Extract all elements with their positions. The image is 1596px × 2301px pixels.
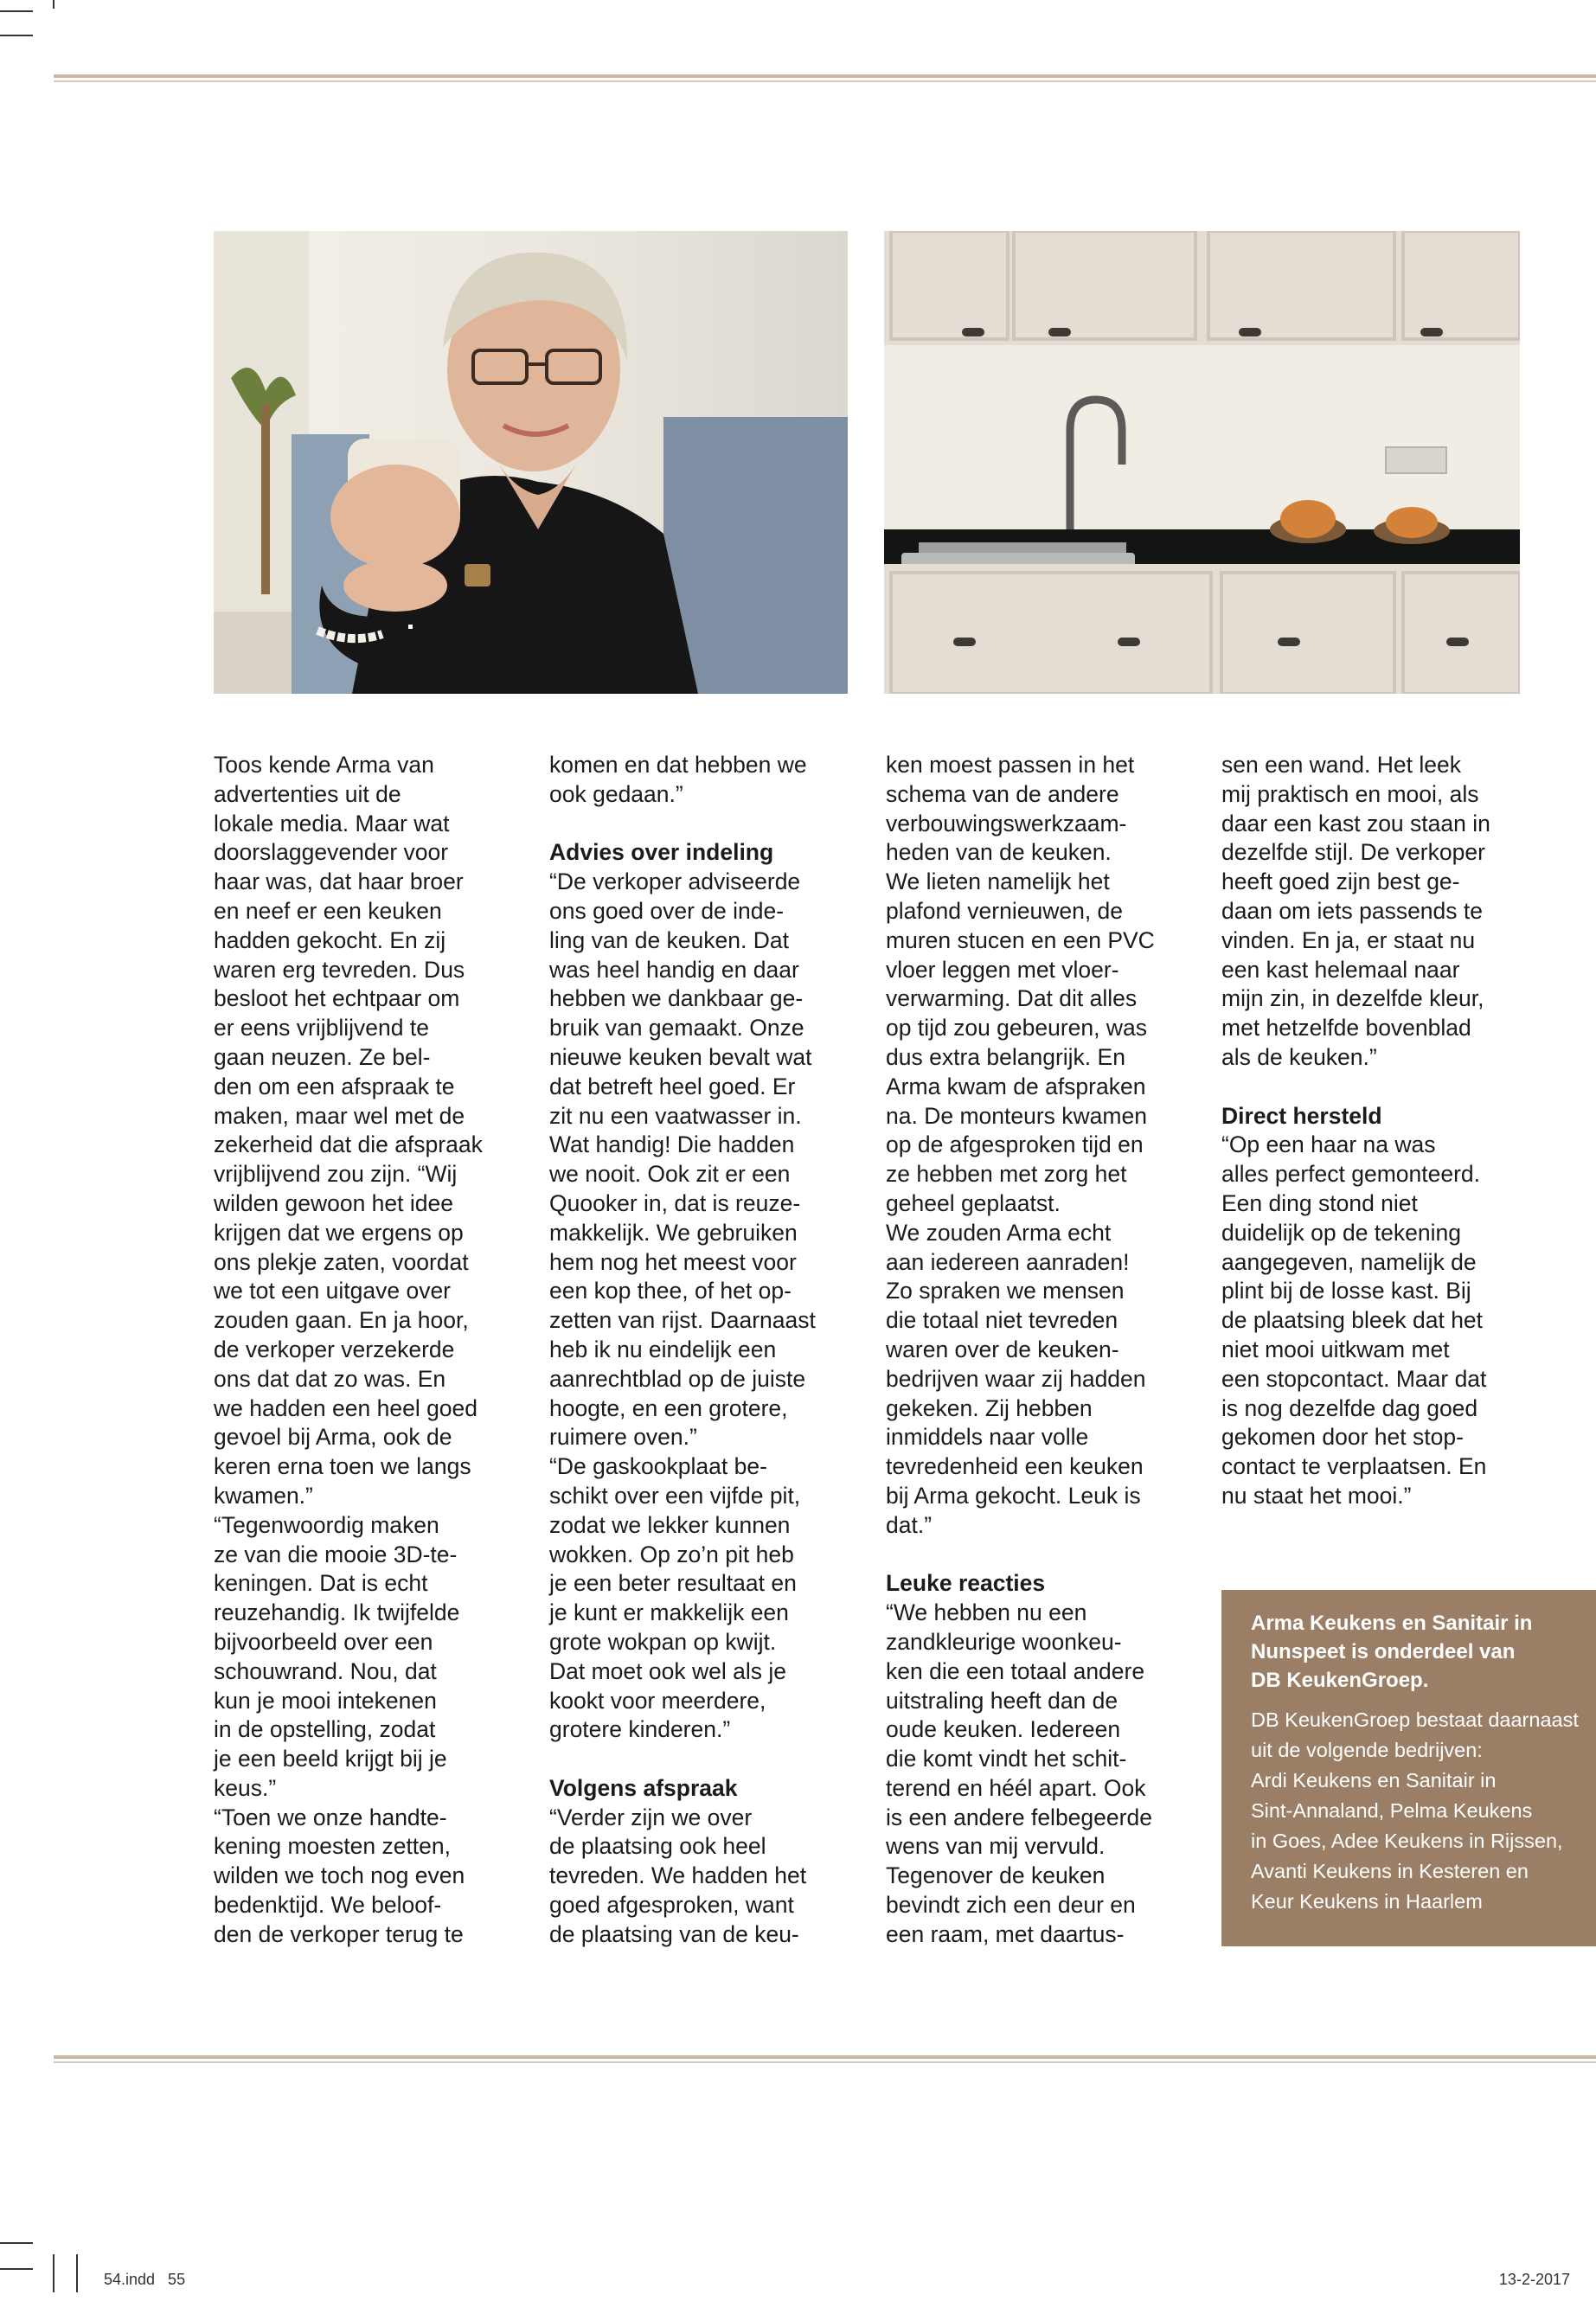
paragraph-gap <box>549 1745 869 1774</box>
text-line: waren over de keuken- <box>886 1336 1119 1362</box>
text-line: gevoel bij Arma, ook de <box>214 1424 452 1451</box>
text-line: zit nu een vaatwasser in. <box>549 1102 802 1129</box>
sidebar-heading <box>1251 1609 1596 1695</box>
text-line: grotere kinderen.” <box>549 1716 731 1743</box>
text-line: “We hebben nu een <box>886 1599 1087 1626</box>
text-line: hoogte, en een grotere, <box>549 1394 788 1421</box>
text-line: doorslaggevender voor <box>214 839 449 866</box>
text-line: mij praktisch en mooi, als <box>1221 780 1479 807</box>
sidebar-heading-line: Nunspeet is onderdeel van <box>1251 1640 1516 1663</box>
text-line: tevredenheid een keuken <box>886 1453 1144 1480</box>
text-line: en neef er een keuken <box>214 897 442 924</box>
text-line: “De verkoper adviseerde <box>549 868 801 895</box>
text-line: hem nog het meest voor <box>549 1248 797 1275</box>
text-line: ook gedaan.” <box>549 780 683 807</box>
text-line: den om een afspraak te <box>214 1073 455 1099</box>
text-line: verbouwingswerkzaam- <box>886 810 1127 836</box>
text-line: bevindt zich een deur en <box>886 1892 1136 1919</box>
sidebar-body-line: Ardi Keukens en Sanitair in <box>1251 1769 1497 1791</box>
article-paragraph <box>1221 751 1542 1073</box>
text-line: bij Arma gekocht. Leuk is <box>886 1482 1141 1509</box>
sidebar-body <box>1251 1705 1596 1917</box>
text-line: makkelijk. We gebruiken <box>549 1219 798 1246</box>
article-paragraph <box>549 868 869 1745</box>
text-line: ze van die mooie 3D-te- <box>214 1541 458 1567</box>
sidebar-heading-line: Arma Keukens en Sanitair in <box>1251 1612 1533 1635</box>
portrait-illustration <box>214 231 848 694</box>
text-line: dus extra belangrijk. En <box>886 1043 1125 1070</box>
text-line: Arma kwam de afspraken <box>886 1073 1146 1099</box>
text-line: bruik van gemaakt. Onze <box>549 1015 804 1042</box>
text-line: aanrechtblad op de juiste <box>549 1365 806 1392</box>
text-line: aan iedereen aanraden! <box>886 1248 1130 1275</box>
bottom-rule <box>54 2055 1596 2059</box>
section-heading: Leuke reacties <box>886 1570 1046 1597</box>
text-line: heeft goed zijn best ge- <box>1221 868 1460 895</box>
article-column-1 <box>214 751 534 1950</box>
sidebar-body-line: DB KeukenGroep bestaat daarnaast <box>1251 1708 1579 1731</box>
text-line: “Tegenwoordig maken <box>214 1511 439 1538</box>
article-paragraph <box>886 1599 1206 1950</box>
text-line: We zouden Arma echt <box>886 1219 1112 1246</box>
text-line: Een ding stond niet <box>1221 1189 1418 1216</box>
text-line: geheel geplaatst. <box>886 1189 1061 1216</box>
article-column-4 <box>1221 751 1542 1511</box>
text-line: keningen. Dat is echt <box>214 1570 428 1597</box>
text-line: je een beeld krijgt bij je <box>214 1746 447 1772</box>
text-line: vrijblijvend zou zijn. “Wij <box>214 1161 458 1188</box>
text-line: je een beter resultaat en <box>549 1570 797 1597</box>
text-line: wilden gewoon het idee <box>214 1189 453 1216</box>
text-line: kun je mooi intekenen <box>214 1687 437 1714</box>
text-line: wokken. Op zo’n pit heb <box>549 1541 794 1567</box>
portrait-photo <box>214 231 848 694</box>
text-line: ons plekje zaten, voordat <box>214 1248 469 1275</box>
text-line: reuzehandig. Ik twijfelde <box>214 1599 460 1626</box>
text-line: Tegenover de keuken <box>886 1862 1106 1889</box>
text-line: den de verkoper terug te <box>214 1920 464 1947</box>
text-line: dat betreft heel goed. Er <box>549 1073 796 1099</box>
text-line: kening moesten zetten, <box>214 1833 452 1860</box>
text-line: is een andere felbegeerde <box>886 1804 1152 1830</box>
text-line: een kast helemaal naar <box>1221 956 1460 983</box>
text-line: we nooit. Ook zit er een <box>549 1161 791 1188</box>
text-line: “Verder zijn we over <box>549 1804 753 1830</box>
text-line: dat.” <box>886 1511 933 1538</box>
crop-mark-bottom-v2 <box>76 2254 78 2292</box>
text-line: tevreden. We hadden het <box>549 1862 807 1889</box>
text-line: Dat moet ook wel als je <box>549 1657 786 1684</box>
paragraph-gap <box>549 810 869 839</box>
text-line: waren erg tevreden. Dus <box>214 956 465 983</box>
crop-mark-bottom-h1 <box>0 2242 33 2244</box>
text-line: op tijd zou gebeuren, was <box>886 1015 1148 1042</box>
sidebar-body-line: Sint-Annaland, Pelma Keukens <box>1251 1799 1533 1822</box>
crop-mark-top-h2 <box>0 35 33 36</box>
text-line: gaan neuzen. Ze bel- <box>214 1043 431 1070</box>
text-line: We lieten namelijk het <box>886 868 1110 895</box>
text-line: in de opstelling, zodat <box>214 1716 436 1743</box>
text-line: verwarming. Dat dit alles <box>886 985 1138 1012</box>
footer-file-label: 54.indd 55 <box>104 2271 186 2288</box>
text-line: was heel handig en daar <box>549 956 799 983</box>
top-rule <box>54 74 1596 78</box>
text-line: inmiddels naar volle <box>886 1424 1089 1451</box>
text-line: de plaatsing van de keu- <box>549 1920 799 1947</box>
text-line: lokale media. Maar wat <box>214 810 450 836</box>
text-line: we tot een uitgave over <box>214 1278 452 1304</box>
text-line: zandkleurige woonkeu- <box>886 1628 1122 1655</box>
text-line: vinden. En ja, er staat nu <box>1221 926 1476 953</box>
footer-date: 13-2-2017 <box>1498 2271 1570 2288</box>
text-line: wilden we toch nog even <box>214 1862 465 1889</box>
text-line: keren erna toen we langs <box>214 1453 471 1480</box>
sidebar-body-line: Keur Keukens in Haarlem <box>1251 1890 1483 1913</box>
text-line: kookt voor meerdere, <box>549 1687 766 1714</box>
text-line: de plaatsing bleek dat het <box>1221 1307 1484 1334</box>
text-line: je kunt er makkelijk een <box>549 1599 789 1626</box>
crop-mark-top-h1 <box>0 10 33 12</box>
text-line: uitstraling heeft dan de <box>886 1687 1118 1714</box>
text-line: terend en héél apart. Ook <box>886 1774 1146 1801</box>
article-paragraph <box>214 751 534 1950</box>
article-column-2 <box>549 751 869 1950</box>
text-line: zouden gaan. En ja hoor, <box>214 1307 469 1334</box>
text-line: duidelijk op de tekening <box>1221 1219 1461 1246</box>
section-heading: Advies over indeling <box>549 839 774 866</box>
text-line: heb ik nu eindelijk een <box>549 1336 777 1362</box>
text-line: gekeken. Zij hebben <box>886 1394 1093 1421</box>
text-line: als de keuken.” <box>1221 1043 1377 1070</box>
text-line: “Op een haar na was <box>1221 1131 1436 1158</box>
text-line: bedrijven waar zij hadden <box>886 1365 1146 1392</box>
text-line: ons goed over de inde- <box>549 897 785 924</box>
kitchen-photo <box>884 231 1520 694</box>
text-line: nu staat het mooi.” <box>1221 1482 1412 1509</box>
text-line: er eens vrijblijvend te <box>214 1015 429 1042</box>
text-line: kwamen.” <box>214 1482 313 1509</box>
sidebar-heading-line: DB KeukenGroep. <box>1251 1669 1429 1692</box>
text-line: Wat handig! Die hadden <box>549 1131 795 1158</box>
text-line: plint bij de losse kast. Bij <box>1221 1278 1471 1304</box>
text-line: advertenties uit de <box>214 780 401 807</box>
text-line: schema van de andere <box>886 780 1119 807</box>
crop-mark-bottom-v1 <box>53 2254 54 2292</box>
text-line: een stopcontact. Maar dat <box>1221 1365 1487 1392</box>
text-line: keus.” <box>214 1774 277 1801</box>
text-line: Quooker in, dat is reuze- <box>549 1189 801 1216</box>
text-line: ken moest passen in het <box>886 752 1135 778</box>
text-line: muren stucen en een PVC <box>886 926 1155 953</box>
text-line: ruimere oven.” <box>549 1424 697 1451</box>
text-line: een raam, met daartus- <box>886 1920 1125 1947</box>
text-line: vloer leggen met vloer- <box>886 956 1119 983</box>
text-line: ons dat dat zo was. En <box>214 1365 446 1392</box>
text-line: maken, maar wel met de <box>214 1102 465 1129</box>
text-line: goed afgesproken, want <box>549 1892 794 1919</box>
text-line: bijvoorbeeld over een <box>214 1628 433 1655</box>
text-line: aangegeven, namelijk de <box>1221 1248 1477 1275</box>
text-line: sen een wand. Het leek <box>1221 752 1461 778</box>
text-line: niet mooi uitkwam met <box>1221 1336 1450 1362</box>
text-line: een kop thee, of het op- <box>549 1278 792 1304</box>
text-line: wens van mij vervuld. <box>886 1833 1106 1860</box>
text-line: gekomen door het stop- <box>1221 1424 1464 1451</box>
text-line: bedenktijd. We beloof- <box>214 1892 442 1919</box>
text-line: plafond vernieuwen, de <box>886 897 1124 924</box>
paragraph-gap <box>1221 1073 1542 1102</box>
sidebar-body-line: uit de volgende bedrijven: <box>1251 1739 1483 1761</box>
text-line: dezelfde stijl. De verkoper <box>1221 839 1485 866</box>
text-line: besloot het echtpaar om <box>214 985 460 1012</box>
text-line: zekerheid dat die afspraak <box>214 1131 483 1158</box>
text-line: nieuwe keuken bevalt wat <box>549 1043 812 1070</box>
section-heading: Volgens afspraak <box>549 1774 738 1801</box>
kitchen-illustration <box>884 231 1520 694</box>
text-line: alles perfect gemonteerd. <box>1221 1161 1481 1188</box>
text-line: daan om iets passends te <box>1221 897 1483 924</box>
text-line: komen en dat hebben we <box>549 752 807 778</box>
text-line: Toos kende Arma van <box>214 752 434 778</box>
text-line: de plaatsing ook heel <box>549 1833 766 1860</box>
article-column-3 <box>886 751 1206 1950</box>
text-line: na. De monteurs kwamen <box>886 1102 1147 1129</box>
text-line: haar was, dat haar broer <box>214 868 464 895</box>
text-line: schouwrand. Nou, dat <box>214 1657 437 1684</box>
crop-mark-top-v <box>53 0 54 9</box>
text-line: ken die een totaal andere <box>886 1657 1145 1684</box>
text-line: zodat we lekker kunnen <box>549 1511 791 1538</box>
sidebar-body-line: in Goes, Adee Keukens in Rijssen, <box>1251 1830 1563 1852</box>
text-line: die totaal niet tevreden <box>886 1307 1118 1334</box>
article-paragraph <box>886 751 1206 1541</box>
text-line: we hadden een heel goed <box>214 1394 478 1421</box>
text-line: op de afgesproken tijd en <box>886 1131 1144 1158</box>
text-line: de verkoper verzekerde <box>214 1336 455 1362</box>
article-paragraph <box>549 751 869 810</box>
text-line: hebben we dankbaar ge- <box>549 985 804 1012</box>
section-heading: Direct hersteld <box>1221 1102 1382 1129</box>
text-line: “Toen we onze handte- <box>214 1804 447 1830</box>
text-line: heden van de keuken. <box>886 839 1112 866</box>
text-line: hadden gekocht. En zij <box>214 926 446 953</box>
article-paragraph <box>1221 1131 1542 1510</box>
text-line: mijn zin, in dezelfde kleur, <box>1221 985 1484 1012</box>
text-line: “De gaskookplaat be- <box>549 1453 767 1480</box>
text-line: zetten van rijst. Daarnaast <box>549 1307 816 1334</box>
text-line: die komt vindt het schit- <box>886 1746 1127 1772</box>
paragraph-gap <box>886 1541 1206 1570</box>
article-paragraph <box>549 1804 869 1950</box>
text-line: is nog dezelfde dag goed <box>1221 1394 1478 1421</box>
sidebar-body-line: Avanti Keukens in Kesteren en <box>1251 1860 1529 1882</box>
sidebar-box <box>1221 1590 1596 1946</box>
crop-mark-bottom-h2 <box>0 2268 33 2270</box>
text-line: daar een kast zou staan in <box>1221 810 1490 836</box>
text-line: ling van de keuken. Dat <box>549 926 789 953</box>
text-line: schikt over een vijfde pit, <box>549 1482 801 1509</box>
text-line: met hetzelfde bovenblad <box>1221 1015 1471 1042</box>
text-line: grote wokpan op kwijt. <box>549 1628 777 1655</box>
text-line: oude keuken. Iedereen <box>886 1716 1121 1743</box>
text-line: Zo spraken we mensen <box>886 1278 1125 1304</box>
text-line: contact te verplaatsen. En <box>1221 1453 1487 1480</box>
text-line: krijgen dat we ergens op <box>214 1219 464 1246</box>
text-line: ze hebben met zorg het <box>886 1161 1127 1188</box>
